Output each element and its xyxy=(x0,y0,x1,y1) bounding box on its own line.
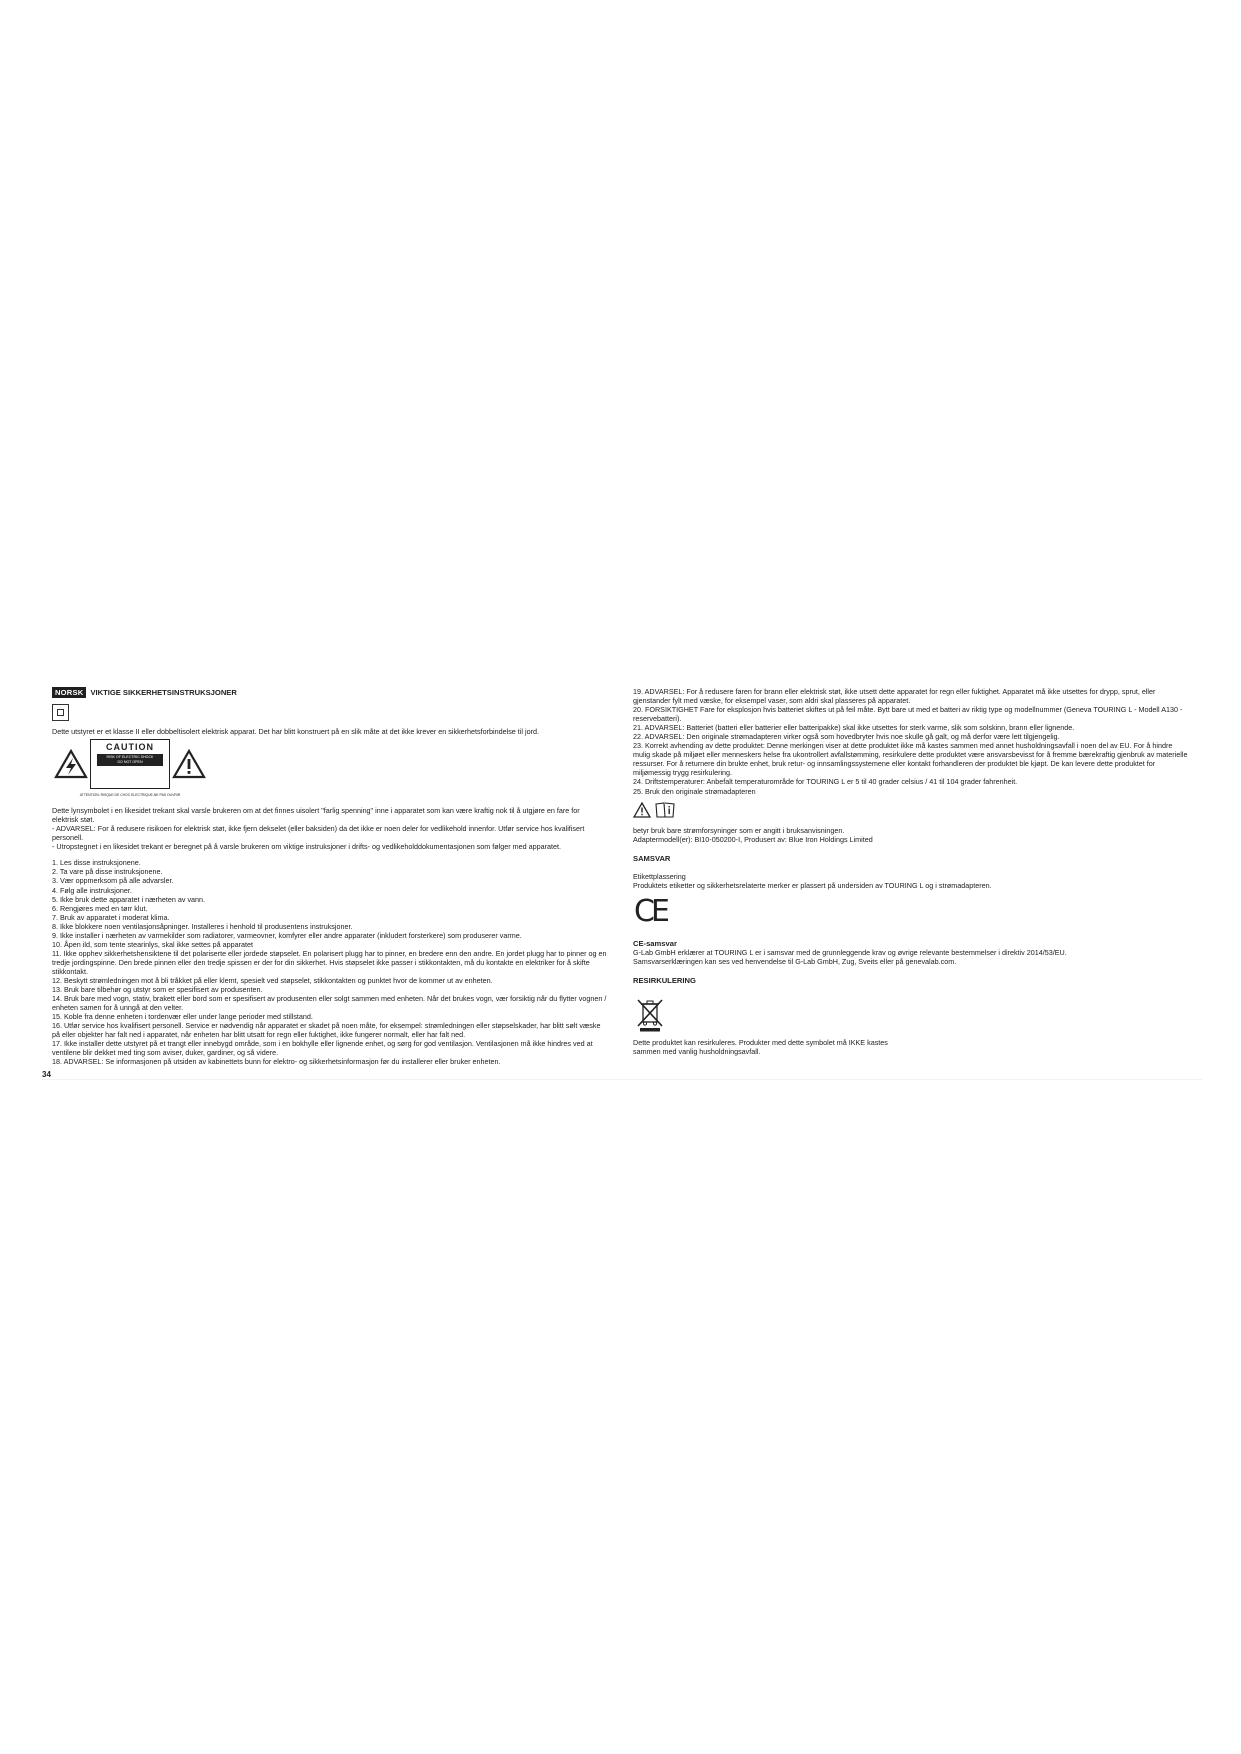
caution-box xyxy=(90,739,170,789)
instruction-item: 25. Bruk den originale strømadapteren xyxy=(633,786,756,796)
caution-footnote: ATTENTION: RISQUE DE CHOC ELECTRIQUE-NE PAS OUVRIR xyxy=(79,793,181,798)
power-note: betyr bruk bare strømforsyninger som er angitt i bruksanvisningen. xyxy=(633,825,845,835)
section-heading: VIKTIGE SIKKERHETSINSTRUKSJONER xyxy=(90,688,237,697)
instruction-list-continued xyxy=(633,687,1189,796)
instruction-item: 8. Ikke blokkere noen ventilasjonsåpninger. Installeres i henhold til produsentens instruksjoner. xyxy=(52,921,353,931)
instruction-item: 4. Følg alle instruksjoner. xyxy=(52,885,132,895)
language-tag: NORSK xyxy=(52,687,86,698)
instruction-item: 17. Ikke installer dette utstyret på et trangt eller innebygd område, som i en bokhylle eller lignende enhet, og sørg for god ventilasjon. Ventilasjonen må ikke hindres ved at ventilene blir dekket med ting som aviser, duker, gardiner, og så videre. xyxy=(52,1039,593,1058)
manual-info-icon xyxy=(655,802,675,818)
instruction-item: 20. FORSIKTIGHET Fare for eksplosjon hvis batteriet skiftes ut på feil måte. Bytt bare ut med et batteri av riktig type og modellnummer (Geneva TOURING L - Modell A130 - reservebatteri). xyxy=(633,705,1183,724)
resirkulering-title: RESIRKULERING xyxy=(633,975,696,985)
instruction-item: 11. Ikke opphev sikkerhetshensiktene til det polariserte eller jordede støpselet. En polarisert plugg har to pinner, en bredere enn den andre. En jordet plugg har to pinner og en tredje jordingspinne. Den brede pinnen eller den tredje spissen er der for din sikkerhet. Hvis støpselet ikke passer i stikkontakten, må du kontakte en elektriker for å skifte stikkontakt. xyxy=(52,948,607,976)
instruction-item: 7. Bruk av apparatet i moderat klima. xyxy=(52,912,170,922)
adapter-model: Adaptermodell(er): BI10-050200-I, Produsert av: Blue Iron Holdings Limited xyxy=(633,834,873,844)
lightning-triangle-icon xyxy=(52,739,90,789)
caution-line-2: DO NOT OPEN xyxy=(117,760,143,765)
label-location-text: Produktets etiketter og sikkerhetsrelaterte merker er plassert på undersiden av TOURING L og i strømadapteren. xyxy=(633,880,992,890)
instruction-item: 19. ADVARSEL: For å redusere faren for brann eller elektrisk støt, ikke utsett dette apparatet for regn eller fuktighet. Apparatet må ikke utsettes for drypp, sprut, eller gjenstander fylt med væske, for eksempel vaser, som aldri skal plasseres på apparatet. xyxy=(633,687,1156,706)
ce-samsvar-title: CE-samsvar xyxy=(633,938,677,948)
warning-3: - Utropstegnet i en likesidet trekant er beregnet på å varsle brukeren om viktige instruksjoner i drifts- og vedlikeholddokumentasjonen som følger med apparatet. xyxy=(52,842,561,852)
instruction-item: 13. Bruk bare tilbehør og utstyr som er spesifisert av produsenten. xyxy=(52,985,263,995)
warning-1: Dette lynsymbolet i en likesidet trekant skal varsle brukeren om at det finnes uisolert "farlig spenning" inne i apparatet som kan være kraftig nok til å utgjøre en fare for elektrisk støt. xyxy=(52,806,580,825)
warning-2: - ADVARSEL: For å redusere risikoen for elektrisk støt, ikke fjern dekselet (eller baksiden) da det ikke er noen deler for vedlikehold innenfor. Utfør service hos kvalifisert personell. xyxy=(52,824,585,843)
instruction-item: 5. Ikke bruk dette apparatet i nærheten av vann. xyxy=(52,894,206,904)
instruction-item: 23. Korrekt avhending av dette produktet: Denne merkingen viser at dette produktet ikke må kastes sammen med annet husholdningsavfall i noen del av EU. For å hindre mulig skade på miljøet eller menneskers helse fra ukontrollert avfallstømming, resirkulere dette produktet være ansvarsbevisst for å fremme bærekraftig gjenbruk av materielle ressurser. For å returnere din brukte enhet, bruk retur- og innsamlingssystemene eller kontakt forhandleren der produktet ble kjøpt. De kan levere dette produktet for miljømessig trygg resirkulering. xyxy=(633,741,1188,778)
right-column xyxy=(633,687,1189,1056)
ce-mark-icon: CE xyxy=(634,893,666,929)
instruction-item: 21. ADVARSEL: Batteriet (batteri eller batterier eller batteripakke) skal ikke utsettes for sterk varme, slik som solskinn, brann eller lignende. xyxy=(633,723,1075,733)
class-ii-icon xyxy=(52,704,69,721)
samsvar-title: SAMSVAR xyxy=(633,853,671,863)
caution-label xyxy=(52,739,208,789)
label-location: Etikettplassering xyxy=(633,871,686,881)
instruction-list xyxy=(52,858,607,1066)
caution-black-band xyxy=(97,754,163,766)
instruction-item: 16. Utfør service hos kvalifisert personell. Service er nødvendig når apparatet er skadet på noen måte, for eksempel: strømledningen eller støpselskader, har blitt sølt væske på eller objekter har falt ned i apparatet, når enheten har blitt utsatt for regn eller fuktighet, ikke fungerer normalt, eller har falt ned. xyxy=(52,1021,601,1040)
warning-triangle-icon xyxy=(633,802,651,818)
instruction-item: 10. Åpen ild, som tente stearinlys, skal ikke settes på apparatet xyxy=(52,939,253,949)
page-number: 34 xyxy=(42,1070,51,1079)
page-divider xyxy=(42,1079,1202,1080)
ce-samsvar-line-2: Samsvarserklæringen kan ses ved henvendelse til G-Lab GmbH, Zug, Sveits eller på genevalab.com. xyxy=(633,956,957,966)
recycling-line-2: sammen med vanlig husholdningsavfall. xyxy=(633,1047,761,1057)
left-column xyxy=(52,687,607,1066)
caution-title: CAUTION xyxy=(106,742,154,753)
instruction-item: 9. Ikke installer i nærheten av varmekilder som radiatorer, varmeovner, komfyrer eller andre apparater (inkludert forsterkere) som produserer varme. xyxy=(52,930,522,940)
instruction-item: 3. Vær oppmerksom på alle advarsler. xyxy=(52,876,174,886)
class-ii-text: Dette utstyret er et klasse II eller dobbeltisolert elektrisk apparat. Det har blitt konstruert på en slik måte at det ikke krever en sikkerhetsforbindelse til jord. xyxy=(52,727,539,737)
ce-samsvar-line-1: G-Lab GmbH erklærer at TOURING L er i samsvar med de grunnleggende krav og øvrige relevante bestemmelser i direktiv 2014/53/EU. xyxy=(633,947,1067,957)
instruction-item: 18. ADVARSEL: Se informasjonen på utsiden av kabinettets bunn for elektro- og sikkerhetsinformasjon før du installerer eller bruker enheten. xyxy=(52,1057,501,1067)
instruction-item: 1. Les disse instruksjonene. xyxy=(52,858,141,868)
instruction-item: 14. Bruk bare med vogn, stativ, brakett eller bord som er spesifisert av produsenten eller solgt sammen med enheten. Når det brukes vogn, vær forsiktig når du flytter vognen / enheten samen for å unngå at den velter. xyxy=(52,994,607,1013)
instruction-item: 15. Koble fra denne enheten i tordenvær eller under lange perioder med stillstand. xyxy=(52,1012,313,1022)
instruction-item: 12. Beskytt strømledningen mot å bli tråkket på eller klemt, spesielt ved støpselet, stikkontakten og punktet hvor de kommer ut av enheten. xyxy=(52,975,493,985)
recycling-line-1: Dette produktet kan resirkuleres. Produkter med dette symbolet må IKKE kastes xyxy=(633,1038,888,1048)
caution-line-1: RISK OF ELECTRIC SHOCK xyxy=(106,755,154,760)
instruction-item: 2. Ta vare på disse instruksjonene. xyxy=(52,867,163,877)
exclamation-triangle-icon xyxy=(170,739,208,789)
instruction-item: 22. ADVARSEL: Den originale strømadapteren virker også som hovedbryter hvis noe skulle gå galt, og må derfor være lett tilgjengelig. xyxy=(633,732,1060,742)
instruction-item: 6. Rengjøres med en tørr klut. xyxy=(52,903,148,913)
power-adapter-icons xyxy=(633,802,1189,818)
crossed-bin-icon xyxy=(635,998,665,1032)
section-header xyxy=(52,687,607,698)
instruction-item: 24. Driftstemperaturer: Anbefalt temperaturområde for TOURING L er 5 til 40 grader celsius / 41 til 104 grader fahrenheit. xyxy=(633,777,1018,787)
